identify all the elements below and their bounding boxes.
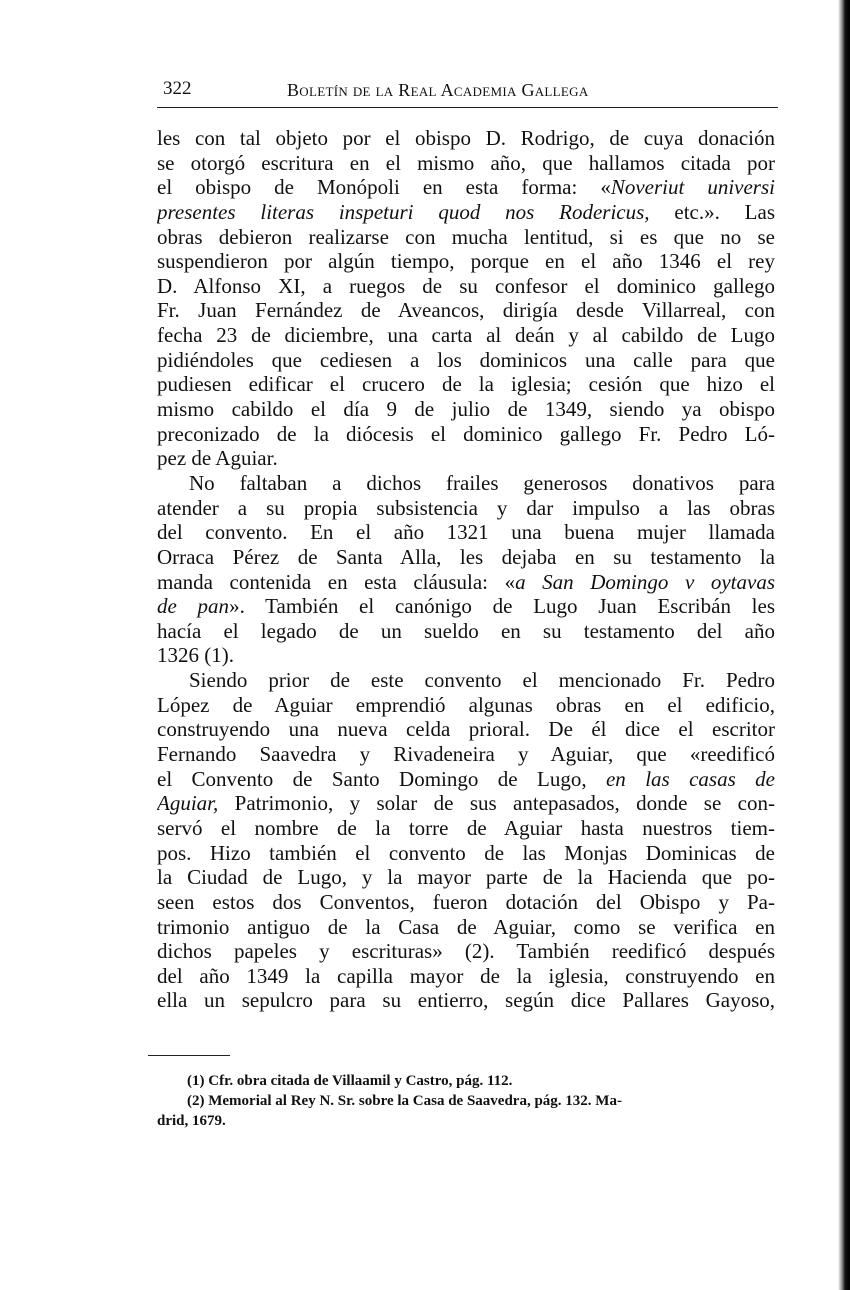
text-line <box>157 915 775 940</box>
text-line <box>157 939 775 964</box>
text-line <box>157 988 775 1013</box>
text-line <box>157 422 775 447</box>
text-line <box>157 471 775 496</box>
text-line <box>157 570 775 595</box>
paragraph <box>157 126 775 471</box>
italic-text: Aguiar, <box>157 791 219 816</box>
text-segment: el obispo de Monópoli en esta forma: « <box>157 175 611 200</box>
footnote-2-continuation: drid, 1679. <box>157 1113 226 1129</box>
text-line <box>157 545 775 570</box>
text-segment: D. Alfonso XI, a ruegos de su confesor el dominico gallego <box>157 273 775 298</box>
text-segment: construyendo una nueva celda prioral. De él dice el escritor <box>157 717 775 742</box>
text-segment: Patrimonio, y solar de sus antepasados, donde se con- <box>218 791 775 816</box>
italic-text: a San Domingo v oytavas <box>515 569 775 594</box>
italic-text: en las casas de <box>605 766 775 791</box>
text-segment: pudiesen edificar el crucero de la iglesia; cesión que hizo el <box>157 372 775 397</box>
text-line <box>157 816 775 841</box>
page-number: 322 <box>163 78 192 99</box>
running-header <box>157 76 778 106</box>
footnote-rule <box>148 1055 230 1056</box>
text-segment: se otorgó escritura en el mismo año, que hallamos citada por <box>157 150 775 175</box>
header-rule <box>157 107 778 108</box>
text-segment: pez de Aguiar. <box>157 446 278 471</box>
text-line <box>157 126 775 151</box>
text-line <box>157 594 775 619</box>
text-segment: el Convento de Santo Domingo de Lugo, <box>157 766 606 791</box>
text-line <box>157 225 775 250</box>
text-segment: ». También el canónigo de Lugo Juan Escribán les <box>229 594 775 619</box>
text-line <box>157 348 775 373</box>
text-line <box>157 151 775 176</box>
paragraph <box>157 668 775 1013</box>
text-segment: Fernando Saavedra y Rivadeneira y Aguiar, que «reedificó <box>157 742 775 767</box>
body-text <box>157 126 775 1013</box>
text-segment: Fr. Juan Fernández de Aveancos, dirigía desde Villarreal, con <box>157 298 775 323</box>
scan-border <box>838 0 850 1290</box>
text-line <box>157 742 775 767</box>
text-segment: del año 1349 la capilla mayor de la iglesia, construyendo en <box>157 963 775 988</box>
text-line <box>157 520 775 545</box>
text-segment: la Ciudad de Lugo, y la mayor parte de la Hacienda que po- <box>157 865 775 890</box>
text-segment: pidiéndoles que cediesen a los dominicos una calle para que <box>157 347 775 372</box>
text-line <box>157 841 775 866</box>
footnote-1: (1) Cfr. obra citada de Villaamil y Castro, pág. 112. <box>187 1073 513 1089</box>
text-segment: atender a su propia subsistencia y dar impulso a las obras <box>157 495 775 520</box>
text-segment: preconizado de la diócesis el dominico gallego Fr. Pedro Ló- <box>157 421 775 446</box>
text-line <box>157 668 775 693</box>
text-line <box>157 791 775 816</box>
text-segment: 1326 (1). <box>157 643 234 668</box>
text-segment: pos. Hizo también el convento de las Monjas Dominicas de <box>157 840 775 865</box>
text-line <box>157 619 775 644</box>
text-line <box>157 643 775 668</box>
text-segment: hacía el legado de un sueldo en su testamento del año <box>157 618 775 643</box>
text-line <box>157 717 775 742</box>
text-line <box>157 249 775 274</box>
text-segment: suspendieron por algún tiempo, porque en el año 1346 el rey <box>157 249 775 274</box>
running-title: Boletín de la Real Academia Gallega <box>287 80 589 100</box>
text-line <box>157 446 775 471</box>
text-segment: seen estos dos Conventos, fueron dotación del Obispo y Pa- <box>157 889 775 914</box>
text-segment: dichos papeles y escrituras» (2). También reedificó después <box>157 939 775 964</box>
text-line <box>157 274 775 299</box>
footnote-2: (2) Memorial al Rey N. Sr. sobre la Casa de Saavedra, pág. 132. Ma- <box>187 1093 622 1109</box>
text-segment: les con tal objeto por el obispo D. Rodrigo, de cuya donación <box>157 126 775 150</box>
paragraph <box>157 471 775 668</box>
text-segment: Siendo prior de este convento el mencionado Fr. Pedro <box>189 668 775 693</box>
text-line <box>157 865 775 890</box>
text-line <box>157 298 775 323</box>
footnotes <box>157 1071 775 1131</box>
text-line <box>157 200 775 225</box>
text-line <box>157 496 775 521</box>
text-line <box>157 890 775 915</box>
text-segment: obras debieron realizarse con mucha lentitud, si es que no se <box>157 224 775 249</box>
text-segment: Orraca Pérez de Santa Alla, les dejaba en su testamento la <box>157 544 775 569</box>
text-segment: fecha 23 de diciembre, una carta al deán y al cabildo de Lugo <box>157 323 775 348</box>
text-segment: trimonio antiguo de la Casa de Aguiar, como se verifica en <box>157 914 775 939</box>
text-line <box>157 767 775 792</box>
italic-text: Noveriut universi <box>610 175 775 200</box>
italic-text: de pan <box>157 594 230 619</box>
text-segment: ella un sepulcro para su entierro, según dice Pallares Gayoso, <box>157 988 775 1013</box>
text-segment: servó el nombre de la torre de Aguiar hasta nuestros tiem- <box>157 815 775 840</box>
text-line <box>157 372 775 397</box>
text-segment: López de Aguiar emprendió algunas obras en el edificio, <box>157 692 775 717</box>
text-line <box>157 323 775 348</box>
text-line <box>157 964 775 989</box>
text-segment: mismo cabildo el día 9 de julio de 1349, siendo ya obispo <box>157 397 775 422</box>
text-segment: manda contenida en esta cláusula: « <box>157 569 516 594</box>
text-segment: No faltaban a dichos frailes generosos donativos para <box>189 470 775 495</box>
text-segment: etc.». Las <box>649 199 775 224</box>
text-line <box>157 175 775 200</box>
italic-text: presentes literas inspeturi quod nos Rodericus, <box>157 199 650 224</box>
text-line <box>157 693 775 718</box>
text-line <box>157 397 775 422</box>
text-segment: del convento. En el año 1321 una buena mujer llamada <box>157 520 775 545</box>
